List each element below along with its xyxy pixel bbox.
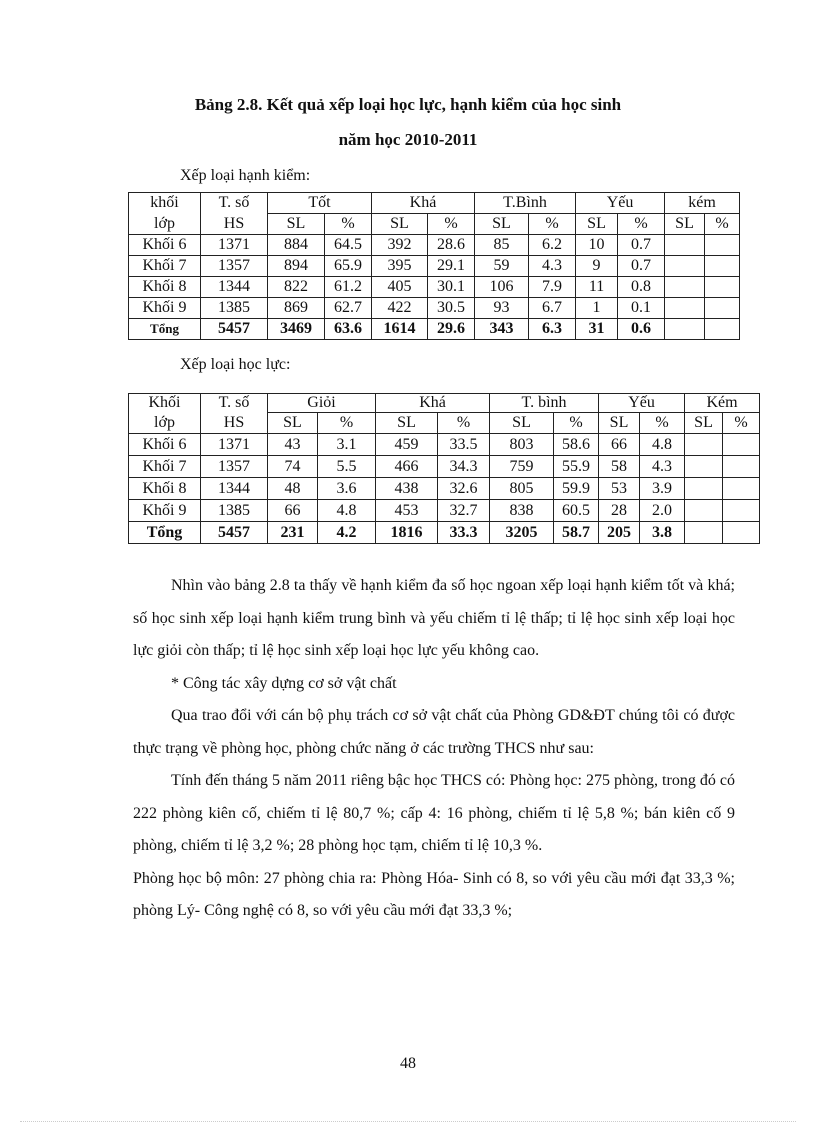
sub-header-sl: SL [268, 413, 318, 434]
header-total: T. số [201, 193, 268, 214]
cell-count: 405 [372, 277, 428, 298]
row-total: 1385 [201, 500, 268, 522]
table-title-line2: năm học 2010-2011 [338, 130, 478, 149]
row-total: 1371 [201, 434, 268, 456]
cell-percent: 33.3 [438, 522, 490, 544]
row-total: 5457 [201, 319, 268, 340]
row-total: 1385 [201, 298, 268, 319]
cell-count [665, 298, 705, 319]
cell-percent [723, 478, 760, 500]
cell-count: 395 [372, 256, 428, 277]
header-total: T. số [201, 394, 268, 413]
row-total: 5457 [201, 522, 268, 544]
cell-count [685, 500, 723, 522]
table-row [129, 500, 760, 522]
cell-count: 884 [268, 235, 325, 256]
row-name: Tổng [129, 319, 201, 340]
cell-count: 11 [576, 277, 618, 298]
cell-count [685, 456, 723, 478]
cell-count: 43 [268, 434, 318, 456]
cell-count [685, 478, 723, 500]
cell-count [665, 277, 705, 298]
sub-header-sl: SL [475, 214, 529, 235]
sub-header-sl: SL [376, 413, 438, 434]
cell-count: 48 [268, 478, 318, 500]
cell-percent: 4.8 [640, 434, 685, 456]
cell-percent: 32.7 [438, 500, 490, 522]
cell-count: 392 [372, 235, 428, 256]
cell-count: 66 [599, 434, 640, 456]
cell-percent: 7.9 [529, 277, 576, 298]
cell-count: 805 [490, 478, 554, 500]
row-name: Khối 9 [129, 500, 201, 522]
cell-percent: 0.6 [618, 319, 665, 340]
sub-header-pct: % [529, 214, 576, 235]
conduct-table [128, 192, 740, 340]
cell-count: 66 [268, 500, 318, 522]
cell-percent: 55.9 [554, 456, 599, 478]
cell-percent: 4.8 [318, 500, 376, 522]
cell-count: 231 [268, 522, 318, 544]
cell-percent: 3.9 [640, 478, 685, 500]
sub-header-pct: % [325, 214, 372, 235]
table-title-line1: Bảng 2.8. Kết quả xếp loại học lực, hạnh kiểm của học sinh [194, 95, 622, 114]
cell-count: 838 [490, 500, 554, 522]
cell-percent: 32.6 [438, 478, 490, 500]
cell-percent: 4.2 [318, 522, 376, 544]
header-lop: lớp [129, 214, 201, 235]
cell-percent: 30.5 [428, 298, 475, 319]
cell-percent: 0.7 [618, 256, 665, 277]
sub-header-pct: % [428, 214, 475, 235]
cell-percent: 6.3 [529, 319, 576, 340]
sub-header-sl: SL [576, 214, 618, 235]
sub-header-pct: % [318, 413, 376, 434]
table-row [129, 277, 740, 298]
sub-header-pct: % [618, 214, 665, 235]
cell-percent: 0.1 [618, 298, 665, 319]
table-row [129, 456, 760, 478]
cell-count: 869 [268, 298, 325, 319]
row-total: 1357 [201, 256, 268, 277]
group-header: Tốt [268, 193, 372, 214]
cell-percent: 59.9 [554, 478, 599, 500]
group-header: Kém [685, 394, 760, 413]
cell-percent [723, 434, 760, 456]
sub-header-sl: SL [490, 413, 554, 434]
header-hs: HS [201, 413, 268, 434]
cell-percent [723, 500, 760, 522]
cell-percent: 34.3 [438, 456, 490, 478]
row-name: Khối 8 [129, 277, 201, 298]
cell-count: 74 [268, 456, 318, 478]
cell-percent: 2.0 [640, 500, 685, 522]
table-row [129, 256, 740, 277]
sub-header-pct: % [640, 413, 685, 434]
cell-count: 453 [376, 500, 438, 522]
row-total: 1357 [201, 456, 268, 478]
sub-header-sl: SL [372, 214, 428, 235]
group-header: T.Bình [475, 193, 576, 214]
cell-percent: 3.8 [640, 522, 685, 544]
cell-percent: 65.9 [325, 256, 372, 277]
cell-count: 9 [576, 256, 618, 277]
cell-count: 1816 [376, 522, 438, 544]
cell-percent: 6.2 [529, 235, 576, 256]
cell-count: 3469 [268, 319, 325, 340]
paragraph-summary: Nhìn vào bảng 2.8 ta thấy về hạnh kiểm đa số học ngoan xếp loại hạnh kiểm tốt và khá; số học sinh xếp loại hạnh kiểm trung bình và yếu chiếm tỉ lệ thấp; tỉ lệ học sinh xếp loại học lực giỏi còn thấp; tỉ lệ học sinh xếp loại học lực yếu không cao. [133, 577, 735, 659]
cell-count: 205 [599, 522, 640, 544]
cell-percent: 60.5 [554, 500, 599, 522]
row-name: Khối 7 [129, 456, 201, 478]
cell-count: 1614 [372, 319, 428, 340]
page-bottom-border [20, 1121, 796, 1122]
cell-percent: 4.3 [640, 456, 685, 478]
group-header: Giỏi [268, 394, 376, 413]
table-row [129, 522, 760, 544]
cell-count [685, 434, 723, 456]
group-header: Yếu [599, 394, 685, 413]
header-hs: HS [201, 214, 268, 235]
cell-percent: 0.7 [618, 235, 665, 256]
cell-count: 759 [490, 456, 554, 478]
cell-count: 31 [576, 319, 618, 340]
cell-count: 1 [576, 298, 618, 319]
cell-count: 822 [268, 277, 325, 298]
cell-count [665, 256, 705, 277]
sub-header-sl: SL [685, 413, 723, 434]
table-row [129, 235, 740, 256]
table-row [129, 434, 760, 456]
cell-percent: 61.2 [325, 277, 372, 298]
section-heading-facilities: * Công tác xây dựng cơ sở vật chất [171, 674, 397, 692]
cell-percent: 62.7 [325, 298, 372, 319]
cell-percent [705, 319, 740, 340]
academic-table [128, 393, 760, 544]
row-name: Khối 6 [129, 434, 201, 456]
row-total: 1344 [201, 277, 268, 298]
cell-percent: 58.6 [554, 434, 599, 456]
header-lop: lớp [129, 413, 201, 434]
cell-percent: 5.5 [318, 456, 376, 478]
cell-percent: 58.7 [554, 522, 599, 544]
cell-percent: 29.1 [428, 256, 475, 277]
cell-count: 438 [376, 478, 438, 500]
cell-percent [705, 298, 740, 319]
cell-percent: 29.6 [428, 319, 475, 340]
table-row [129, 298, 740, 319]
cell-count: 894 [268, 256, 325, 277]
cell-count: 106 [475, 277, 529, 298]
cell-percent: 28.6 [428, 235, 475, 256]
cell-count: 28 [599, 500, 640, 522]
row-name: Khối 6 [129, 235, 201, 256]
table-row [129, 319, 740, 340]
cell-percent: 6.7 [529, 298, 576, 319]
cell-percent: 3.1 [318, 434, 376, 456]
paragraph-classrooms: Tính đến tháng 5 năm 2011 riêng bậc học THCS có: Phòng học: 275 phòng, trong đó có 222 phòng kiên cố, chiếm tỉ lệ 80,7 %; cấp 4: 16 phòng, chiếm tỉ lệ 5,8 %; bán kiên cố 9 phòng, chiếm tỉ lệ 3,2 %; 28 phòng học tạm, chiếm tỉ lệ 10,3 %. [133, 772, 735, 854]
group-header: T. bình [490, 394, 599, 413]
row-name: Khối 9 [129, 298, 201, 319]
cell-percent [705, 235, 740, 256]
cell-percent: 33.5 [438, 434, 490, 456]
sub-header-pct: % [554, 413, 599, 434]
sub-header-sl: SL [268, 214, 325, 235]
cell-count [685, 522, 723, 544]
cell-count: 53 [599, 478, 640, 500]
cell-percent [723, 522, 760, 544]
cell-percent: 3.6 [318, 478, 376, 500]
row-total: 1344 [201, 478, 268, 500]
cell-count: 803 [490, 434, 554, 456]
paragraph-labs: Phòng học bộ môn: 27 phòng chia ra: Phòng Hóa- Sinh có 8, so với yêu cầu mới đạt 33,3 %; phòng Lý- Công nghệ có 8, so với yêu cầu mới đạt 33,3 %; [133, 869, 735, 919]
cell-count: 343 [475, 319, 529, 340]
sub-header-pct: % [705, 214, 740, 235]
sub-header-sl: SL [665, 214, 705, 235]
cell-percent: 63.6 [325, 319, 372, 340]
cell-count: 422 [372, 298, 428, 319]
cell-percent [723, 456, 760, 478]
cell-count: 93 [475, 298, 529, 319]
cell-percent: 30.1 [428, 277, 475, 298]
row-total: 1371 [201, 235, 268, 256]
group-header: Khá [376, 394, 490, 413]
group-header: Khá [372, 193, 475, 214]
cell-count: 466 [376, 456, 438, 478]
group-header: kém [665, 193, 740, 214]
sub-header-pct: % [723, 413, 760, 434]
cell-percent: 64.5 [325, 235, 372, 256]
paragraph-intro: Qua trao đổi với cán bộ phụ trách cơ sở vật chất của Phòng GD&ĐT chúng tôi có được thực trạng về phòng học, phòng chức năng ở các trường THCS như sau: [133, 707, 735, 757]
cell-percent [705, 277, 740, 298]
cell-count: 459 [376, 434, 438, 456]
cell-percent: 4.3 [529, 256, 576, 277]
conduct-label: Xếp loại hạnh kiểm: [180, 167, 311, 184]
cell-count: 58 [599, 456, 640, 478]
cell-count: 10 [576, 235, 618, 256]
table-row [129, 478, 760, 500]
header-khoi: khối [129, 193, 201, 214]
row-name: Tổng [129, 522, 201, 544]
row-name: Khối 7 [129, 256, 201, 277]
page-number: 48 [400, 1055, 416, 1072]
academic-label: Xếp loại học lực: [180, 356, 291, 373]
cell-count [665, 319, 705, 340]
cell-percent: 0.8 [618, 277, 665, 298]
row-name: Khối 8 [129, 478, 201, 500]
cell-count: 85 [475, 235, 529, 256]
cell-count: 59 [475, 256, 529, 277]
sub-header-pct: % [438, 413, 490, 434]
cell-count: 3205 [490, 522, 554, 544]
cell-percent [705, 256, 740, 277]
sub-header-sl: SL [599, 413, 640, 434]
body-text [133, 570, 735, 928]
group-header: Yếu [576, 193, 665, 214]
header-khoi: Khối [129, 394, 201, 413]
cell-count [665, 235, 705, 256]
